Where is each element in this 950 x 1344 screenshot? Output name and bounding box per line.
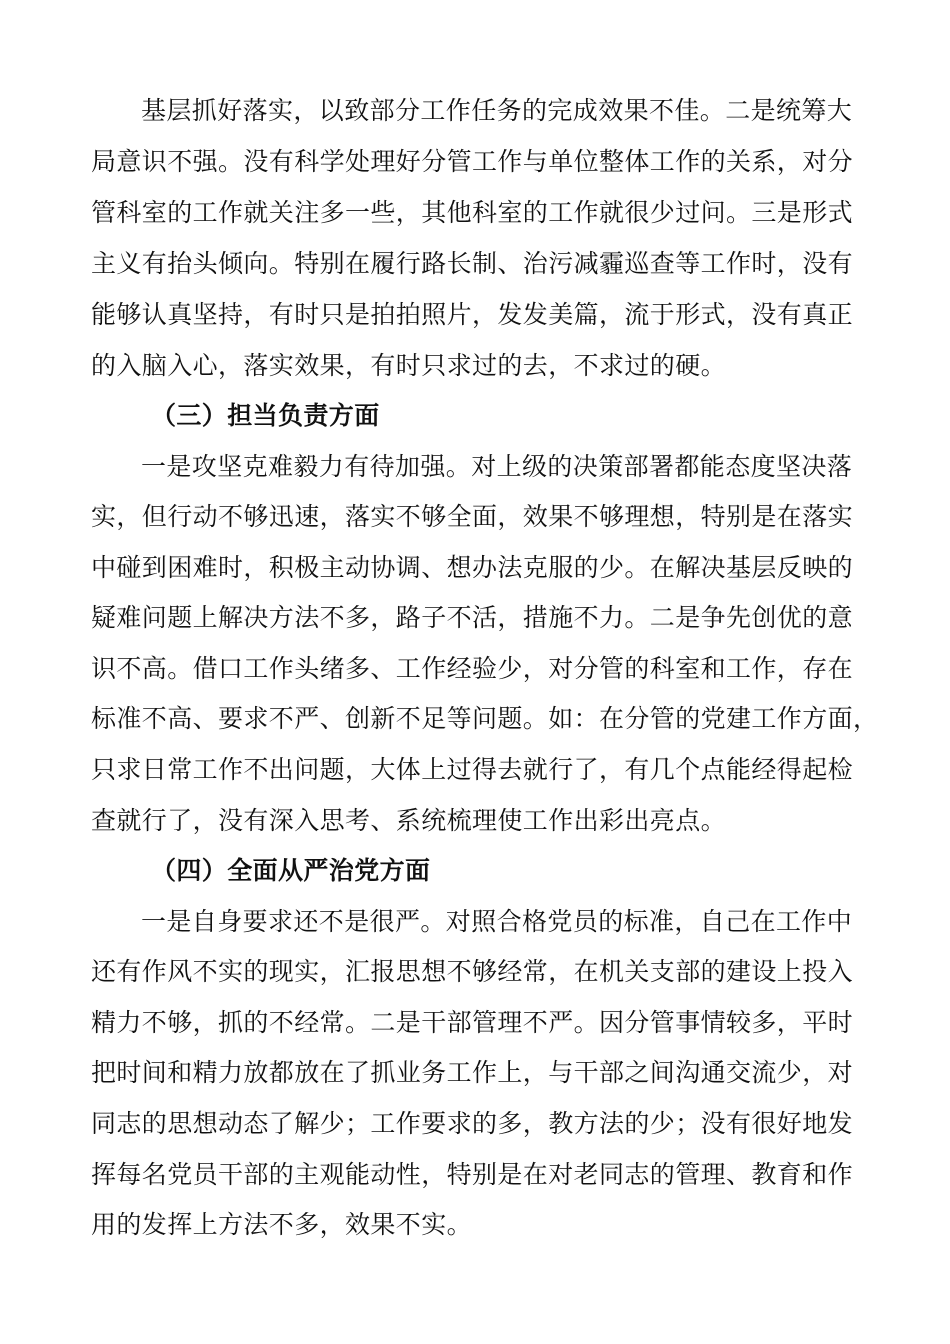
paragraph-line: 能够认真坚持，有时只是拍拍照片，发发美篇，流于形式，没有真正 — [91, 300, 854, 329]
paragraph-line: 把时间和精力放都放在了抓业务工作上，与干部之间沟通交流少，对 — [91, 1058, 854, 1087]
paragraph-line: 管科室的工作就关注多一些，其他科室的工作就很少过问。三是形式 — [91, 198, 854, 227]
paragraph-line: 主义有抬头倾向。特别在履行路长制、治污减霾巡查等工作时，没有 — [91, 249, 854, 278]
paragraph-line: 基层抓好落实，以致部分工作任务的完成效果不佳。二是统筹大 — [141, 96, 853, 125]
paragraph-line: 只求日常工作不出问题，大体上过得去就行了，有几个点能经得起检 — [91, 755, 854, 784]
paragraph-line: 局意识不强。没有科学处理好分管工作与单位整体工作的关系，对分 — [91, 147, 854, 176]
paragraph-line: 精力不够，抓的不经常。二是干部管理不严。因分管事情较多，平时 — [91, 1008, 854, 1037]
paragraph-line: 中碰到困难时，积极主动协调、想办法克服的少。在解决基层反映的 — [91, 553, 854, 582]
paragraph-line: 的入脑入心，落实效果，有时只求过的去，不求过的硬。 — [91, 351, 727, 380]
paragraph-line: 实，但行动不够迅速，落实不够全面，效果不够理想，特别是在落实 — [91, 502, 854, 531]
paragraph-line: 挥每名党员干部的主观能动性，特别是在对老同志的管理、教育和作 — [91, 1160, 854, 1189]
paragraph-line: 还有作风不实的现实，汇报思想不够经常，在机关支部的建设上投入 — [91, 957, 854, 986]
section-heading: （三）担当负责方面 — [151, 401, 380, 430]
paragraph-line: 识不高。借口工作头绪多、工作经验少，对分管的科室和工作，存在 — [91, 654, 854, 683]
paragraph-line: 一是自身要求还不是很严。对照合格党员的标准，自己在工作中 — [141, 907, 853, 936]
paragraph-line: 一是攻坚克难毅力有待加强。对上级的决策部署都能态度坚决落 — [141, 452, 853, 481]
paragraph-line: 用的发挥上方法不多，效果不实。 — [91, 1210, 473, 1239]
paragraph-line: 疑难问题上解决方法不多，路子不活，措施不力。二是争先创优的意 — [91, 603, 854, 632]
paragraph-line: 查就行了，没有深入思考、系统梳理使工作出彩出亮点。 — [91, 806, 727, 835]
section-heading: （四）全面从严治党方面 — [151, 856, 431, 885]
paragraph-line: 同志的思想动态了解少；工作要求的多，教方法的少；没有很好地发 — [91, 1109, 854, 1138]
paragraph-line: 标准不高、要求不严、创新不足等问题。如：在分管的党建工作方面， — [91, 704, 879, 733]
